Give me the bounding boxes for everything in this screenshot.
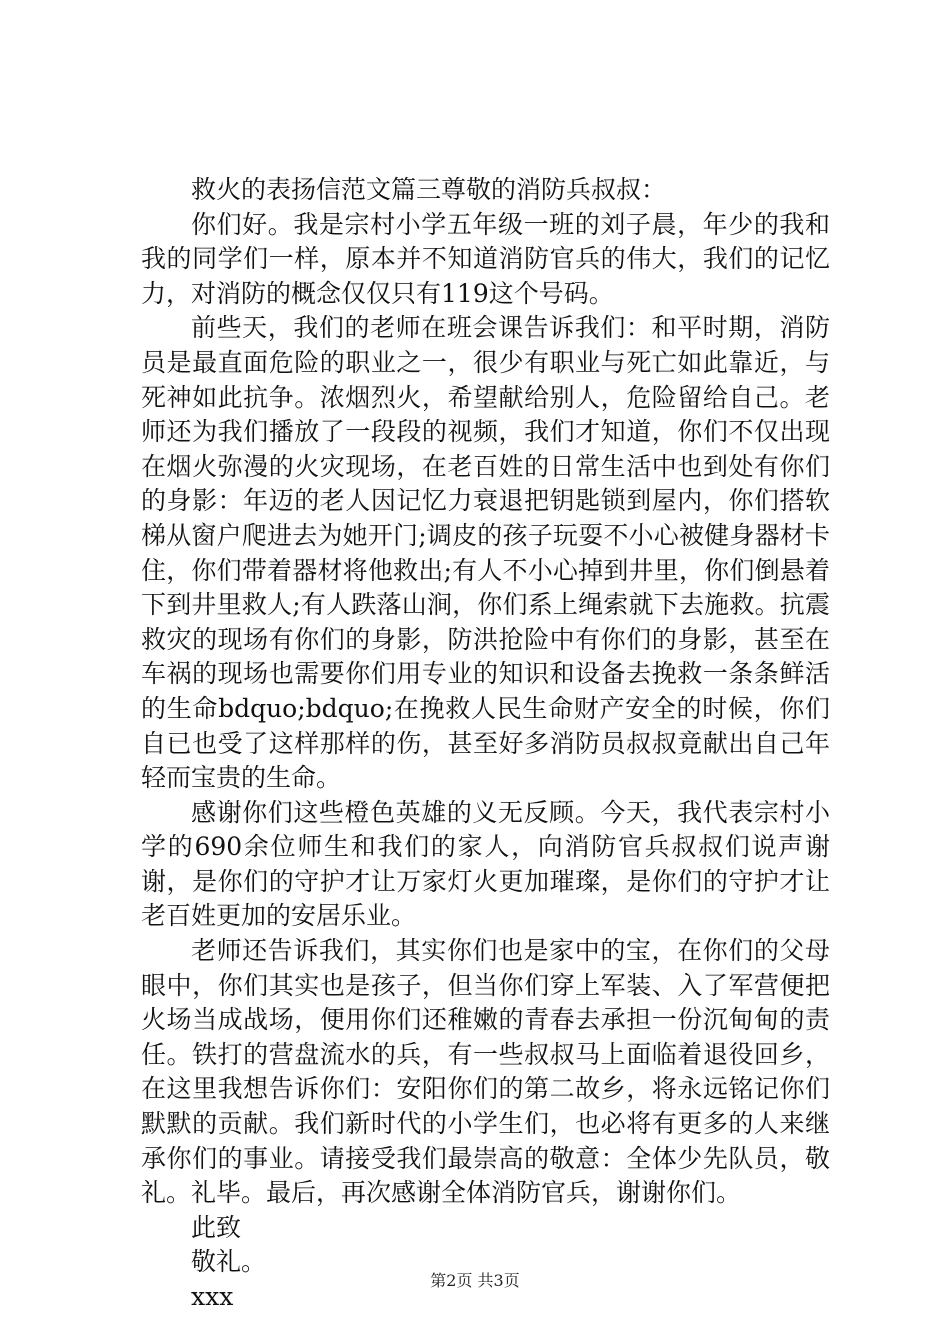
paragraph-teacher-story: 前些天，我们的老师在班会课告诉我们：和平时期，消防员是最直面危险的职业之一，很少有职业与死亡如此靠近，与死神如此抗争。浓烟烈火，希望献给别人，危险留给自己。老师还为我们播放了一段段的视频，我们才知道，你们不仅出现在烟火弥漫的火灾现场，在老百姓的日常生活中也到处有你们的身影：年迈的老人因记忆力衰退把钥匙锁到屋内，你们搭软梯从窗户爬进去为她开门;调皮的孩子玩耍不小心被健身器材卡住，你们带着器材将他救出;有人不小心掉到井里，你们倒悬着下到井里救人;有人跌落山涧，你们系上绳索就下去施救。抗震救灾的现场有你们的身影，防洪抢险中有你们的身影，甚至在车祸的现场也需要你们用专业的知识和设备去挽救一条条鲜活的生命bdquo;bdquo;在挽救人民生命财产安全的时候，你们自已也受了这样那样的伤，甚至好多消防员叔叔竟献出自己年轻而宝贵的生命。 xyxy=(141,313,830,793)
paragraph-respect: 老师还告诉我们，其实你们也是家中的宝，在你们的父母眼中，你们其实也是孩子，但当你们穿上军装、入了军营便把火场当成战场，便用你们还稚嫩的青春去承担一份沉甸甸的责任。铁打的营盘流水的兵，有一些叔叔马上面临着退役回乡，在这里我想告诉你们：安阳你们的第二故乡，将永远铭记你们默默的贡献。我们新时代的小学生们，也必将有更多的人来继承你们的事业。请接受我们最崇高的敬意：全体少先队员，敬礼。礼毕。最后，再次感谢全体消防官兵，谢谢你们。 xyxy=(141,936,830,1208)
signature: xxx xyxy=(191,1282,234,1311)
letter-body xyxy=(141,173,830,1315)
closing-regards: 敬礼。 xyxy=(191,1247,267,1277)
paragraph-thanks: 感谢你们这些橙色英雄的义无反顾。今天，我代表宗村小学的690余位师生和我们的家人，向消防官兵叔叔们说声谢谢，是你们的守护才让万家灯火更加璀璨，是你们的守护才让老百姓更加的安居乐业。 xyxy=(141,797,830,931)
page-number-footer: 第2页 共3页 xyxy=(430,1271,520,1290)
paragraph-intro: 你们好。我是宗村小学五年级一班的刘子晨，年少的我和我的同学们一样，原本并不知道消防官兵的伟大，我们的记忆力，对消防的概念仅仅只有119这个号码。 xyxy=(141,209,830,308)
closing-salutation: 此致 xyxy=(191,1212,242,1242)
letter-title-line: 救火的表扬信范文篇三尊敬的消防兵叔叔： xyxy=(191,175,667,204)
